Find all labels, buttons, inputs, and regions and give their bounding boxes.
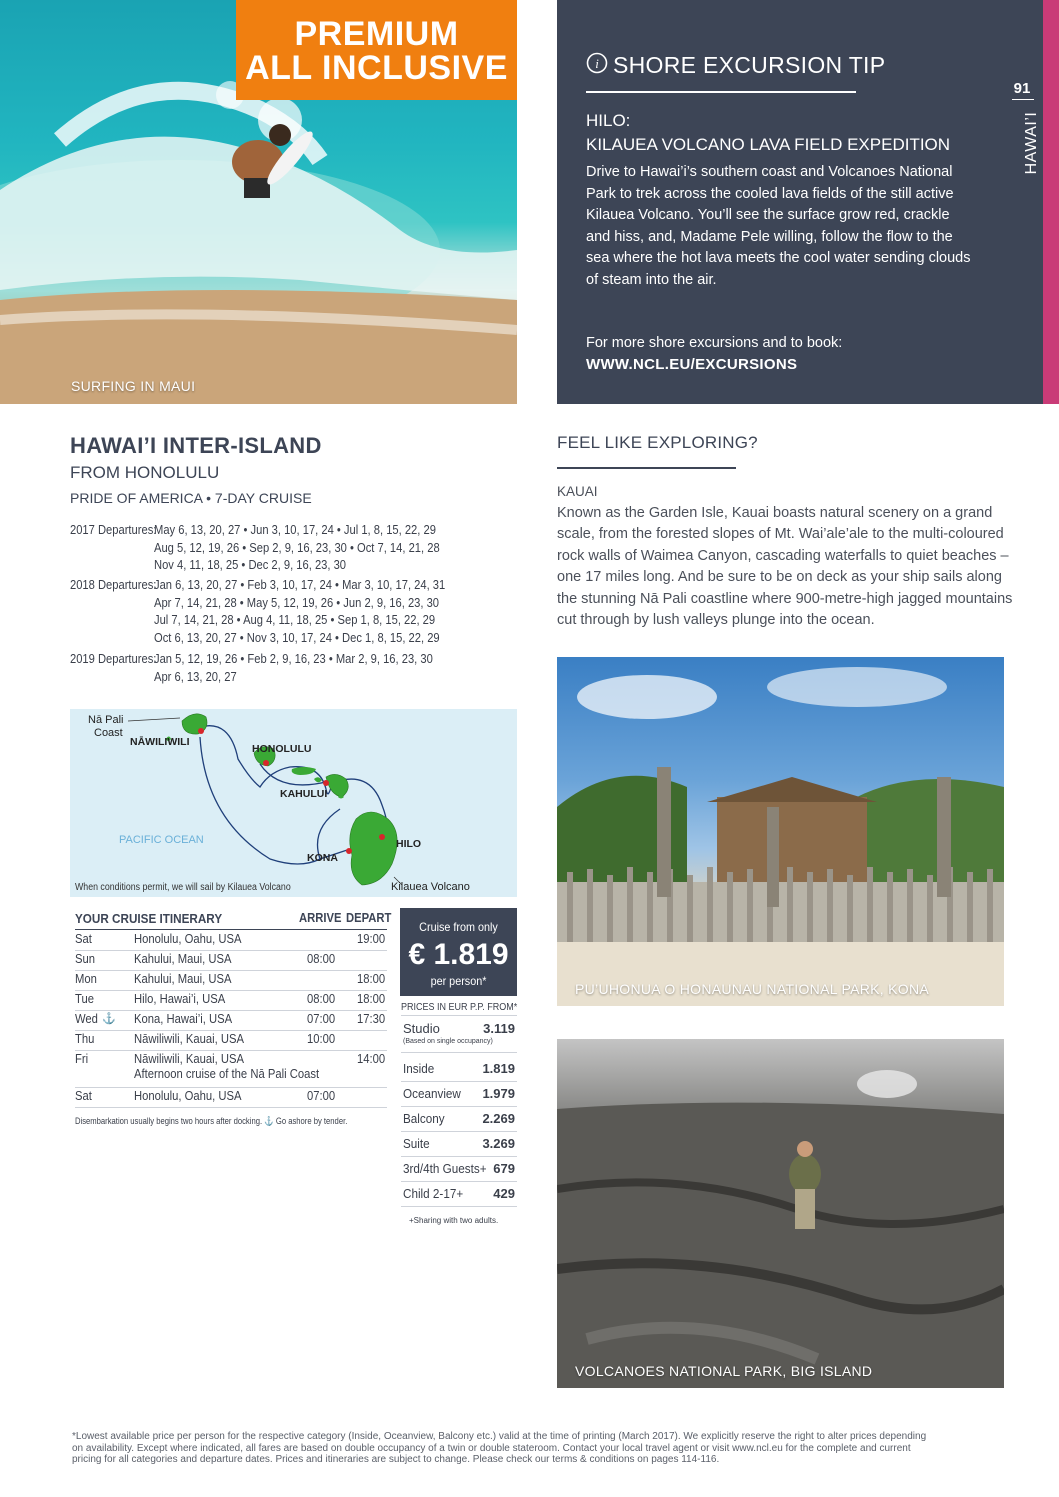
page-number-rule xyxy=(1012,99,1034,100)
map-note: When conditions permit, we will sail by Kilauea Volcano xyxy=(75,882,291,893)
explore-body-line: Known as the Garden Isle, Kauai boasts natural scenery on a grand xyxy=(557,505,993,521)
depart-header: DEPART xyxy=(346,911,392,925)
price-highlight-box xyxy=(400,908,517,996)
premium-all-inclusive-badge xyxy=(236,0,517,100)
departure-line: Oct 6, 13, 20, 27 • Nov 3, 10, 17, 24 • Dec 1, 8, 15, 22, 29 xyxy=(154,630,440,646)
departure-line: Jul 7, 14, 21, 28 • Aug 4, 11, 18, 25 • Sep 1, 8, 15, 22, 29 xyxy=(154,612,436,628)
cruise-ship: PRIDE OF AMERICA • 7-DAY CRUISE xyxy=(70,490,312,506)
itinerary-day: Thu xyxy=(75,1032,95,1046)
price-amount: € 1.819 xyxy=(408,938,509,971)
departure-line: Jan 6, 13, 20, 27 • Feb 3, 10, 17, 24 • Mar 3, 10, 17, 24, 31 xyxy=(154,577,446,592)
itinerary-arrive: 10:00 xyxy=(307,1032,336,1046)
price-row xyxy=(401,1132,517,1157)
itinerary-depart: 17:30 xyxy=(357,1012,386,1026)
info-icon xyxy=(586,52,612,78)
price-value: 2.269 xyxy=(482,1111,515,1126)
itinerary-arrive: 08:00 xyxy=(307,952,336,966)
price-row-studio xyxy=(401,1018,517,1053)
tip-body-line: Kilauea Volcano. You’ll see the surface grow red, crackle xyxy=(586,207,950,223)
tip-body xyxy=(586,162,970,291)
price-label: Oceanview xyxy=(403,1086,461,1101)
hero-photo-surfing xyxy=(0,0,517,404)
map-label-nawiliwili: NĀWILIWILI xyxy=(130,736,190,748)
itinerary-port: Nāwiliwili, Kauai, USA xyxy=(134,1052,245,1066)
photo2-caption: VOLCANOES NATIONAL PARK, BIG ISLAND xyxy=(575,1363,873,1379)
explore-body-line: cut through by lush valleys plunge into the ocean. xyxy=(557,612,875,629)
itinerary-port: Hilo, Hawai’i, USA xyxy=(134,992,226,1006)
tip-more-text: For more shore excursions and to book: xyxy=(586,335,843,351)
departure-line: Apr 7, 14, 21, 28 • May 5, 12, 19, 26 • Jun 2, 9, 16, 23, 30 xyxy=(154,594,440,610)
departure-line: Apr 6, 13, 20, 27 xyxy=(154,668,237,684)
price-label: Studio xyxy=(403,1021,440,1036)
itinerary-port: Honolulu, Oahu, USA xyxy=(134,932,242,946)
per-person-label: per person* xyxy=(430,974,487,988)
map-label-kona: KONA xyxy=(307,852,338,864)
itinerary-depart: 19:00 xyxy=(357,932,386,946)
explore-heading: FEEL LIKE EXPLORING? xyxy=(557,433,758,452)
itinerary-day: Sat xyxy=(75,1089,92,1103)
itinerary-depart: 18:00 xyxy=(357,992,386,1006)
itinerary-row xyxy=(75,1010,387,1031)
explore-body xyxy=(557,503,1012,631)
cruise-title: HAWAI’I INTER-ISLAND xyxy=(70,433,322,458)
departures-2019 xyxy=(154,650,433,685)
port-kona xyxy=(346,848,352,854)
itinerary-arrive: 07:00 xyxy=(307,1089,336,1103)
itinerary-arrive: 08:00 xyxy=(307,992,336,1006)
map-label-kahului: KAHULUI xyxy=(280,788,328,800)
photo-volcanoes-park xyxy=(557,1039,1004,1388)
tip-body-line: of steam into the air. xyxy=(586,271,717,288)
tip-body-line: Drive to Hawai’i’s southern coast and Volcanoes National xyxy=(586,164,953,180)
departure-line: May 6, 13, 20, 27 • Jun 3, 10, 17, 24 • Jul 1, 8, 15, 22, 29 xyxy=(154,522,436,537)
route-map xyxy=(70,709,517,897)
hero-caption: SURFING IN MAUI xyxy=(71,378,196,394)
itinerary-note: Disembarkation usually begins two hours after docking. ⚓ Go ashore by tender. xyxy=(75,1116,348,1126)
port-kahului xyxy=(323,780,329,786)
price-row xyxy=(401,1157,517,1182)
itinerary-day: Tue xyxy=(75,992,94,1006)
price-row xyxy=(401,1182,517,1207)
itinerary-day: Fri xyxy=(75,1052,89,1066)
itinerary-row xyxy=(75,1050,387,1088)
section-label: HAWAI’I xyxy=(1023,111,1040,175)
tip-body-line: Park to trek across the cooled lava fields of the still active xyxy=(586,185,954,202)
port-nawiliwili xyxy=(198,728,204,734)
photo1-caption: PU’UHONUA O HONAUNAU NATIONAL PARK, KONA xyxy=(575,981,930,997)
departures-2017-label: 2017 Departures: xyxy=(70,522,157,537)
itinerary-title: YOUR CRUISE ITINERARY xyxy=(75,911,223,926)
arrive-header: ARRIVE xyxy=(299,911,342,925)
tip-subtitle: KILAUEA VOLCANO LAVA FIELD EXPEDITION xyxy=(586,135,951,154)
itinerary-day: Wed xyxy=(75,1012,98,1026)
map-label-napali: Nā Pali xyxy=(88,714,124,726)
price-label: 3rd/4th Guests+ xyxy=(403,1161,487,1176)
map-label-coast: Coast xyxy=(94,727,123,739)
footer-line: on availability. Except where indicated, all fares are based on double occupancy of a twin or double stateroom. Contact your local travel agent or visit www.ncl.eu for the complete and current xyxy=(72,1442,911,1454)
departure-line: Aug 5, 12, 19, 26 • Sep 2, 9, 16, 23, 30 • Oct 7, 14, 21, 28 xyxy=(154,539,440,555)
itinerary-port: Kona, Hawai’i, USA xyxy=(134,1012,233,1026)
itinerary-arrive: 07:00 xyxy=(307,1012,336,1026)
svg-text:i: i xyxy=(595,56,599,71)
itinerary-row xyxy=(75,990,387,1011)
departures-2018-label: 2018 Departures: xyxy=(70,577,157,592)
price-label: Suite xyxy=(403,1136,430,1151)
shore-excursion-tip-box xyxy=(557,0,1043,404)
itinerary-port: Kahului, Maui, USA xyxy=(134,952,232,966)
itinerary-row xyxy=(75,1030,387,1051)
footer-disclaimer xyxy=(72,1431,1007,1466)
footer-line: *Lowest available price per person for the respective category (Inside, Oceanview, Balcony etc.) valid at the time of printing (March 2017). We explicitly reserve the right to alter prices depending xyxy=(72,1431,927,1442)
itinerary-row xyxy=(75,1087,387,1108)
itinerary-depart: 14:00 xyxy=(357,1052,386,1066)
napali-leader xyxy=(128,718,180,721)
map-label-hilo: HILO xyxy=(396,838,422,850)
anchor-icon: ⚓ xyxy=(102,1013,116,1025)
section-color-bar xyxy=(1043,0,1059,404)
price-label: Balcony xyxy=(403,1111,445,1126)
itinerary-row xyxy=(75,950,387,971)
price-table-title xyxy=(401,1002,517,1016)
lava-field-illustration xyxy=(557,1039,1004,1388)
tip-place: HILO: xyxy=(586,111,631,130)
badge-line-1: PREMIUM xyxy=(294,15,459,53)
map-label-honolulu: HONOLULU xyxy=(252,743,312,755)
itinerary-depart: 18:00 xyxy=(357,972,386,986)
explore-body-line: scale, from the forested slopes of Mt. Wai’ale’ale to the multi-coloured xyxy=(557,526,1004,543)
price-value: 679 xyxy=(493,1161,515,1176)
map-label-volcano: Kilauea Volcano xyxy=(391,881,470,893)
price-label: Inside xyxy=(403,1061,435,1076)
price-table-title-text: PRICES IN EUR P.P. FROM* xyxy=(401,1002,518,1013)
itinerary-port: Honolulu, Oahu, USA xyxy=(134,1089,242,1103)
itinerary-row xyxy=(75,970,387,991)
departures-2019-label: 2019 Departures: xyxy=(70,651,157,666)
park-scene-illustration xyxy=(557,657,1004,1006)
itinerary-day: Mon xyxy=(75,972,97,986)
explore-body-line: rock walls of Waimea Canyon, cascading waterfalls to quiet beaches – xyxy=(557,547,1009,564)
section-label-wrap xyxy=(1022,104,1042,184)
cruise-from: FROM HONOLULU xyxy=(70,463,220,482)
price-value: 1.819 xyxy=(482,1061,515,1076)
itinerary-day: Sun xyxy=(75,952,96,966)
price-value: 1.979 xyxy=(482,1086,515,1101)
itinerary-day: Sat xyxy=(75,932,92,946)
explore-body-line: one 17 miles long. And be sure to be on deck as your ship sails along xyxy=(557,569,1002,586)
tip-body-line: sea where the hot lava meets the cool water sending clouds xyxy=(586,250,971,266)
price-sublabel: (Based on single occupancy) xyxy=(403,1038,493,1045)
departures-2017 xyxy=(154,521,440,574)
explore-place: KAUAI xyxy=(557,484,598,499)
itinerary-header xyxy=(75,910,392,930)
itinerary-port-note: Afternoon cruise of the Nā Pali Coast xyxy=(134,1067,320,1081)
departure-line: Nov 4, 11, 18, 25 • Dec 2, 9, 16, 23, 30 xyxy=(154,557,347,573)
departures-2018 xyxy=(154,576,445,647)
maui-island xyxy=(326,774,348,797)
price-value: 429 xyxy=(493,1186,515,1201)
cruise-from-label: Cruise from only xyxy=(419,920,498,934)
departure-line: Jan 5, 12, 19, 26 • Feb 2, 9, 16, 23 • Mar 2, 9, 16, 23, 30 xyxy=(154,651,433,666)
price-label: Child 2-17+ xyxy=(403,1186,464,1201)
price-row xyxy=(401,1057,517,1082)
page-number: 91 xyxy=(1013,80,1031,97)
tip-heading: SHORE EXCURSION TIP xyxy=(613,52,886,78)
molokai-island xyxy=(292,767,316,775)
map-label-ocean: PACIFIC OCEAN xyxy=(119,834,204,846)
big-island xyxy=(350,812,397,885)
price-value: 3.119 xyxy=(483,1021,515,1036)
price-note: +Sharing with two adults. xyxy=(409,1216,499,1225)
itinerary-port: Nāwiliwili, Kauai, USA xyxy=(134,1032,245,1046)
explore-divider xyxy=(557,467,736,469)
badge-line-2: ALL INCLUSIVE xyxy=(245,49,508,87)
explore-body-line: the stunning Nā Pali coastline where 900-metre-high jagged mountains xyxy=(557,590,1013,607)
price-row xyxy=(401,1082,517,1107)
port-honolulu xyxy=(263,760,269,766)
price-value: 3.269 xyxy=(482,1136,515,1151)
excursions-link[interactable]: WWW.NCL.EU/EXCURSIONS xyxy=(586,356,798,373)
itinerary-row xyxy=(75,930,387,951)
tip-divider xyxy=(586,91,856,93)
footer-line: pricing for all categories and departure dates. Prices and itineraries are subject to change. Please check our terms & conditions on pages 114-116. xyxy=(72,1454,720,1465)
price-row xyxy=(401,1107,517,1132)
tip-body-line: and hiss, and, Madame Pele willing, follow the flow to the xyxy=(586,228,953,245)
port-hilo xyxy=(379,834,385,840)
photo-puuhonua-park xyxy=(557,657,1004,1006)
itinerary-port: Kahului, Maui, USA xyxy=(134,972,232,986)
